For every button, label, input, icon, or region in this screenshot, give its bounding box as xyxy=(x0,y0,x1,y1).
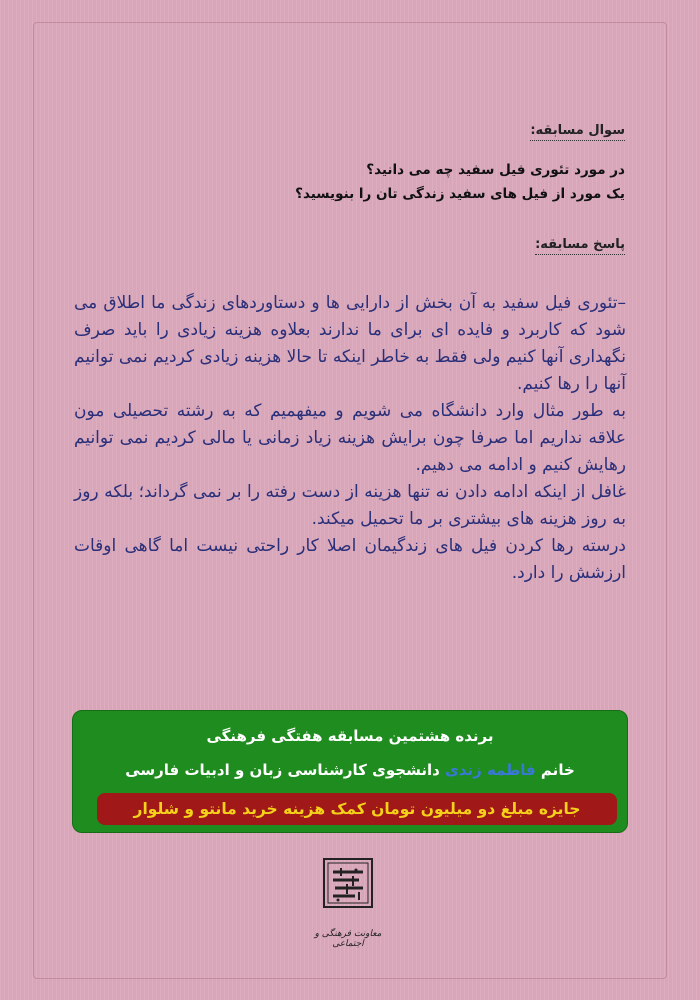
winner-title: برنده هشتمین مسابقه هفتگی فرهنگی xyxy=(206,727,494,745)
winner-announcement-box xyxy=(72,710,628,833)
answer-paragraph-4: درسته رها کردن فیل های زندگیمان اصلا کار راحتی نیست اما گاهی اوقات ارزشش را دارد. xyxy=(74,536,626,583)
answer-label: پاسخ مسابقه: xyxy=(535,237,625,255)
logo-caption: معاونت فرهنگی و اجتماعی xyxy=(314,929,382,949)
answer-paragraph-1: –تئوری فیل سفید به آن بخش از دارایی ها و دستاوردهای زندگی ما اطلاق می شود که کاربرد و فایده ای برای ما ندارند بعلاوه هزینه زیادی را باید صرف نگهداری آنها کنیم ولی فقط به خاطر اینکه تا حالا هزینه زیادی کردیم نمی توانیم آنها را رها کنیم. xyxy=(74,293,626,394)
answer-paragraph-2: به طور مثال وارد دانشگاه می شویم و میفهمیم که به رشته تحصیلی مون علاقه نداریم اما صرفا چون برایش هزینه زیاد زمانی یا مالی کردیم نمی توانیم رهایش کنیم و ادامه می دهیم. xyxy=(74,401,626,475)
question-line-1: در مورد تئوری فیل سفید چه می دانید؟ xyxy=(366,162,625,178)
winner-line xyxy=(73,761,627,779)
winner-description: دانشجوی کارشناسی زبان و ادبیات فارسی xyxy=(125,761,440,779)
university-seal-icon xyxy=(323,858,373,908)
prize-banner: جایزه مبلغ دو میلیون تومان کمک هزینه خرید مانتو و شلوار xyxy=(97,793,617,825)
question-text xyxy=(65,158,625,206)
question-line-2: یک مورد از فیل های سفید زندگی تان را بنویسید؟ xyxy=(295,186,625,202)
question-label: سوال مسابقه: xyxy=(530,123,625,141)
winner-name: فاطمه زندی xyxy=(445,761,536,779)
answer-text xyxy=(74,290,626,587)
answer-paragraph-3: غافل از اینکه ادامه دادن نه تنها هزینه از دست رفته را بر نمی گرداند؛ بلکه روز به روز هزینه های بیشتری بر ما تحمیل میکند. xyxy=(74,482,626,529)
winner-prefix: خانم xyxy=(540,761,575,779)
